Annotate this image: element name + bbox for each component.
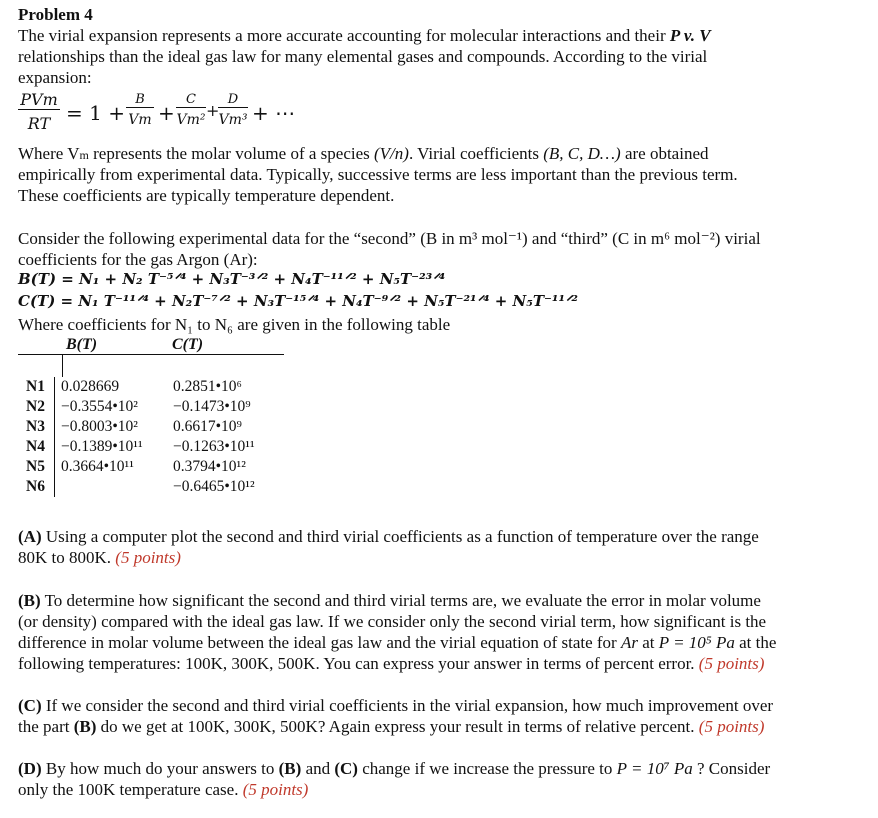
c-value: 0.2851•10⁶: [173, 378, 242, 395]
part-a-text: Using a computer plot the second and third virial coefficients as a function of temperature over the range: [41, 527, 759, 546]
problem-title: Problem 4: [18, 5, 93, 24]
part-b-3a: difference in molar volume between the ideal gas law and the virial equation of state for: [18, 633, 621, 652]
where-line-1: [18, 143, 709, 166]
row-label: N4: [18, 437, 55, 457]
part-b-line-3: [18, 632, 776, 653]
b-value: 0.028669: [61, 378, 120, 395]
term-d-fraction: [218, 92, 248, 128]
part-b-3c: at: [637, 633, 659, 652]
part-b-text: To determine how significant the second and third virial terms are, we evaluate the error in molar volume: [40, 591, 761, 610]
term-b-den: Vm: [126, 107, 154, 128]
intro-line-1: [18, 25, 711, 46]
part-d-2: only the 100K temperature case.: [18, 780, 243, 799]
table-header: [18, 336, 284, 355]
header-b: B(T): [66, 336, 98, 353]
term-b-num: B: [135, 92, 145, 107]
part-d-1e: change if we increase the pressure to: [357, 759, 617, 778]
part-c-text: If we consider the second and third virial coefficients in the virial expansion, how much improvement over: [41, 696, 774, 715]
where-a: Where V: [18, 144, 80, 163]
table-row: [18, 437, 261, 457]
where-vn: (V/n): [374, 144, 409, 163]
intro-text: The virial expansion represents a more accurate accounting for molecular interactions and their: [18, 26, 670, 45]
data-intro-line-2: coefficients for the gas Argon (Ar):: [18, 250, 258, 269]
equation-c: C(T) = N₁ T⁻¹¹ᐟ⁴ + N₂T⁻⁷ᐟ² + N₃T⁻¹⁵ᐟ⁴ + N₄T⁻⁹ᐟ² + N₅T⁻²¹ᐟ⁴ + N₅T⁻¹¹ᐟ²: [18, 292, 578, 310]
part-a-points: (5 points): [115, 548, 181, 567]
part-c-2a: the part: [18, 717, 74, 736]
term-c-den: Vm²: [176, 107, 206, 128]
table-spacer: [62, 355, 284, 377]
c-value: −0.1473•10⁹: [173, 398, 251, 415]
part-d-line-1: [18, 758, 770, 779]
b-value: −0.1389•10¹¹: [61, 438, 143, 455]
part-a-label: (A): [18, 527, 42, 546]
where-line-2: empirically from experimental data. Typically, successive terms are less important than the previous term.: [18, 165, 738, 184]
equation-b: B(T) = N₁ + N₂ T⁻⁵ᐟ⁴ + N₃T⁻³ᐟ² + N₄T⁻¹¹ᐟ² + N₅T⁻²³ᐟ⁴: [18, 270, 446, 288]
part-b-points: (5 points): [698, 654, 765, 673]
lhs-denominator: RT: [18, 109, 60, 133]
coef-rows: [18, 377, 261, 497]
part-d-label: (D): [18, 759, 42, 778]
b-value: −0.3554•10²: [61, 398, 138, 415]
where-e: . Virial coefficients: [408, 144, 544, 163]
b-value: [55, 477, 168, 497]
row-label: N1: [18, 377, 55, 397]
where-sub: m: [79, 148, 89, 162]
part-c-line-1: [18, 695, 773, 716]
term-d-num: D: [227, 92, 239, 107]
row-label: N5: [18, 457, 55, 477]
part-c-points: (5 points): [698, 717, 765, 736]
where-bcd: (B, C, D…): [543, 144, 621, 163]
row-label: N2: [18, 397, 55, 417]
part-d-points: (5 points): [242, 780, 309, 799]
part-b-line-1: [18, 590, 761, 611]
term-b-fraction: [126, 92, 154, 128]
part-c-label: (C): [18, 696, 42, 715]
c-value: 0.3794•10¹²: [173, 458, 246, 475]
part-b-line-2: (or density) compared with the ideal gas law. If we consider only the second virial term, how significant is the: [18, 612, 767, 631]
part-b-label: (B): [18, 591, 41, 610]
lhs-fraction: [18, 90, 60, 133]
part-a-text-2: 80K to 800K.: [18, 548, 116, 567]
plus-2: +: [206, 101, 220, 120]
intro-line-3: expansion:: [18, 68, 92, 87]
header-c: C(T): [172, 336, 204, 353]
term-c-num: C: [186, 92, 196, 107]
where-c: represents the molar volume of a species: [88, 144, 374, 163]
term-c-fraction: [176, 92, 206, 128]
part-c-2c: do we get at 100K, 300K, 500K? Again express your result in terms of relative percent.: [96, 717, 699, 736]
part-b-4: following temperatures: 100K, 300K, 500K. You can express your answer in terms of percent error.: [18, 654, 699, 673]
equals-one-plus: = 1 +: [66, 101, 125, 125]
term-d-den: Vm³: [218, 107, 248, 128]
part-a-line-1: [18, 526, 759, 547]
where-line-3: These coefficients are typically temperature dependent.: [18, 186, 395, 205]
table-note: Where coefficients for N₁ to N₆ are given in the following table: [18, 315, 451, 334]
part-c-line-2: [18, 716, 764, 737]
lhs-numerator: PVm: [20, 90, 58, 109]
ellipsis-tail: + ⋯: [252, 101, 296, 125]
where-g: are obtained: [620, 144, 709, 163]
c-value: −0.1263•10¹¹: [173, 438, 255, 455]
part-b-ar: Ar: [620, 633, 638, 652]
part-d-ref-b: (B): [278, 759, 302, 778]
data-intro-line-1: Consider the following experimental data for the “second” (B in m³ mol⁻¹) and “third” (C in m⁶ mol⁻²) virial: [18, 229, 761, 248]
table-row: [18, 377, 261, 397]
c-value: 0.6617•10⁹: [173, 418, 242, 435]
row-label: N3: [18, 417, 55, 437]
part-b-line-4: [18, 653, 764, 674]
part-d-1g: ? Consider: [692, 759, 771, 778]
table-row: [18, 397, 261, 417]
intro-pv: P v. V: [669, 26, 711, 45]
coefficient-table: [18, 336, 284, 497]
table-row: [18, 457, 261, 477]
part-a-line-2: [18, 547, 181, 568]
part-d-ref-c: (C): [334, 759, 358, 778]
intro-line-2: relationships than the ideal gas law for many elemental gases and compounds. According to the virial: [18, 47, 708, 66]
row-label: N6: [18, 477, 55, 497]
b-value: −0.8003•10²: [61, 418, 138, 435]
part-d-1c: and: [301, 759, 335, 778]
part-b-3e: at the: [734, 633, 777, 652]
table-row: [18, 417, 261, 437]
table-row: [18, 477, 261, 497]
part-d-1a: By how much do your answers to: [41, 759, 279, 778]
plus-1: +: [158, 101, 175, 125]
part-d-pressure: P = 10⁷ Pa: [616, 759, 693, 778]
part-d-line-2: [18, 779, 308, 800]
b-value: 0.3664•10¹¹: [61, 458, 134, 475]
c-value: −0.6465•10¹²: [173, 478, 255, 495]
part-c-ref-b: (B): [73, 717, 97, 736]
part-b-pressure: P = 10⁵ Pa: [658, 633, 735, 652]
